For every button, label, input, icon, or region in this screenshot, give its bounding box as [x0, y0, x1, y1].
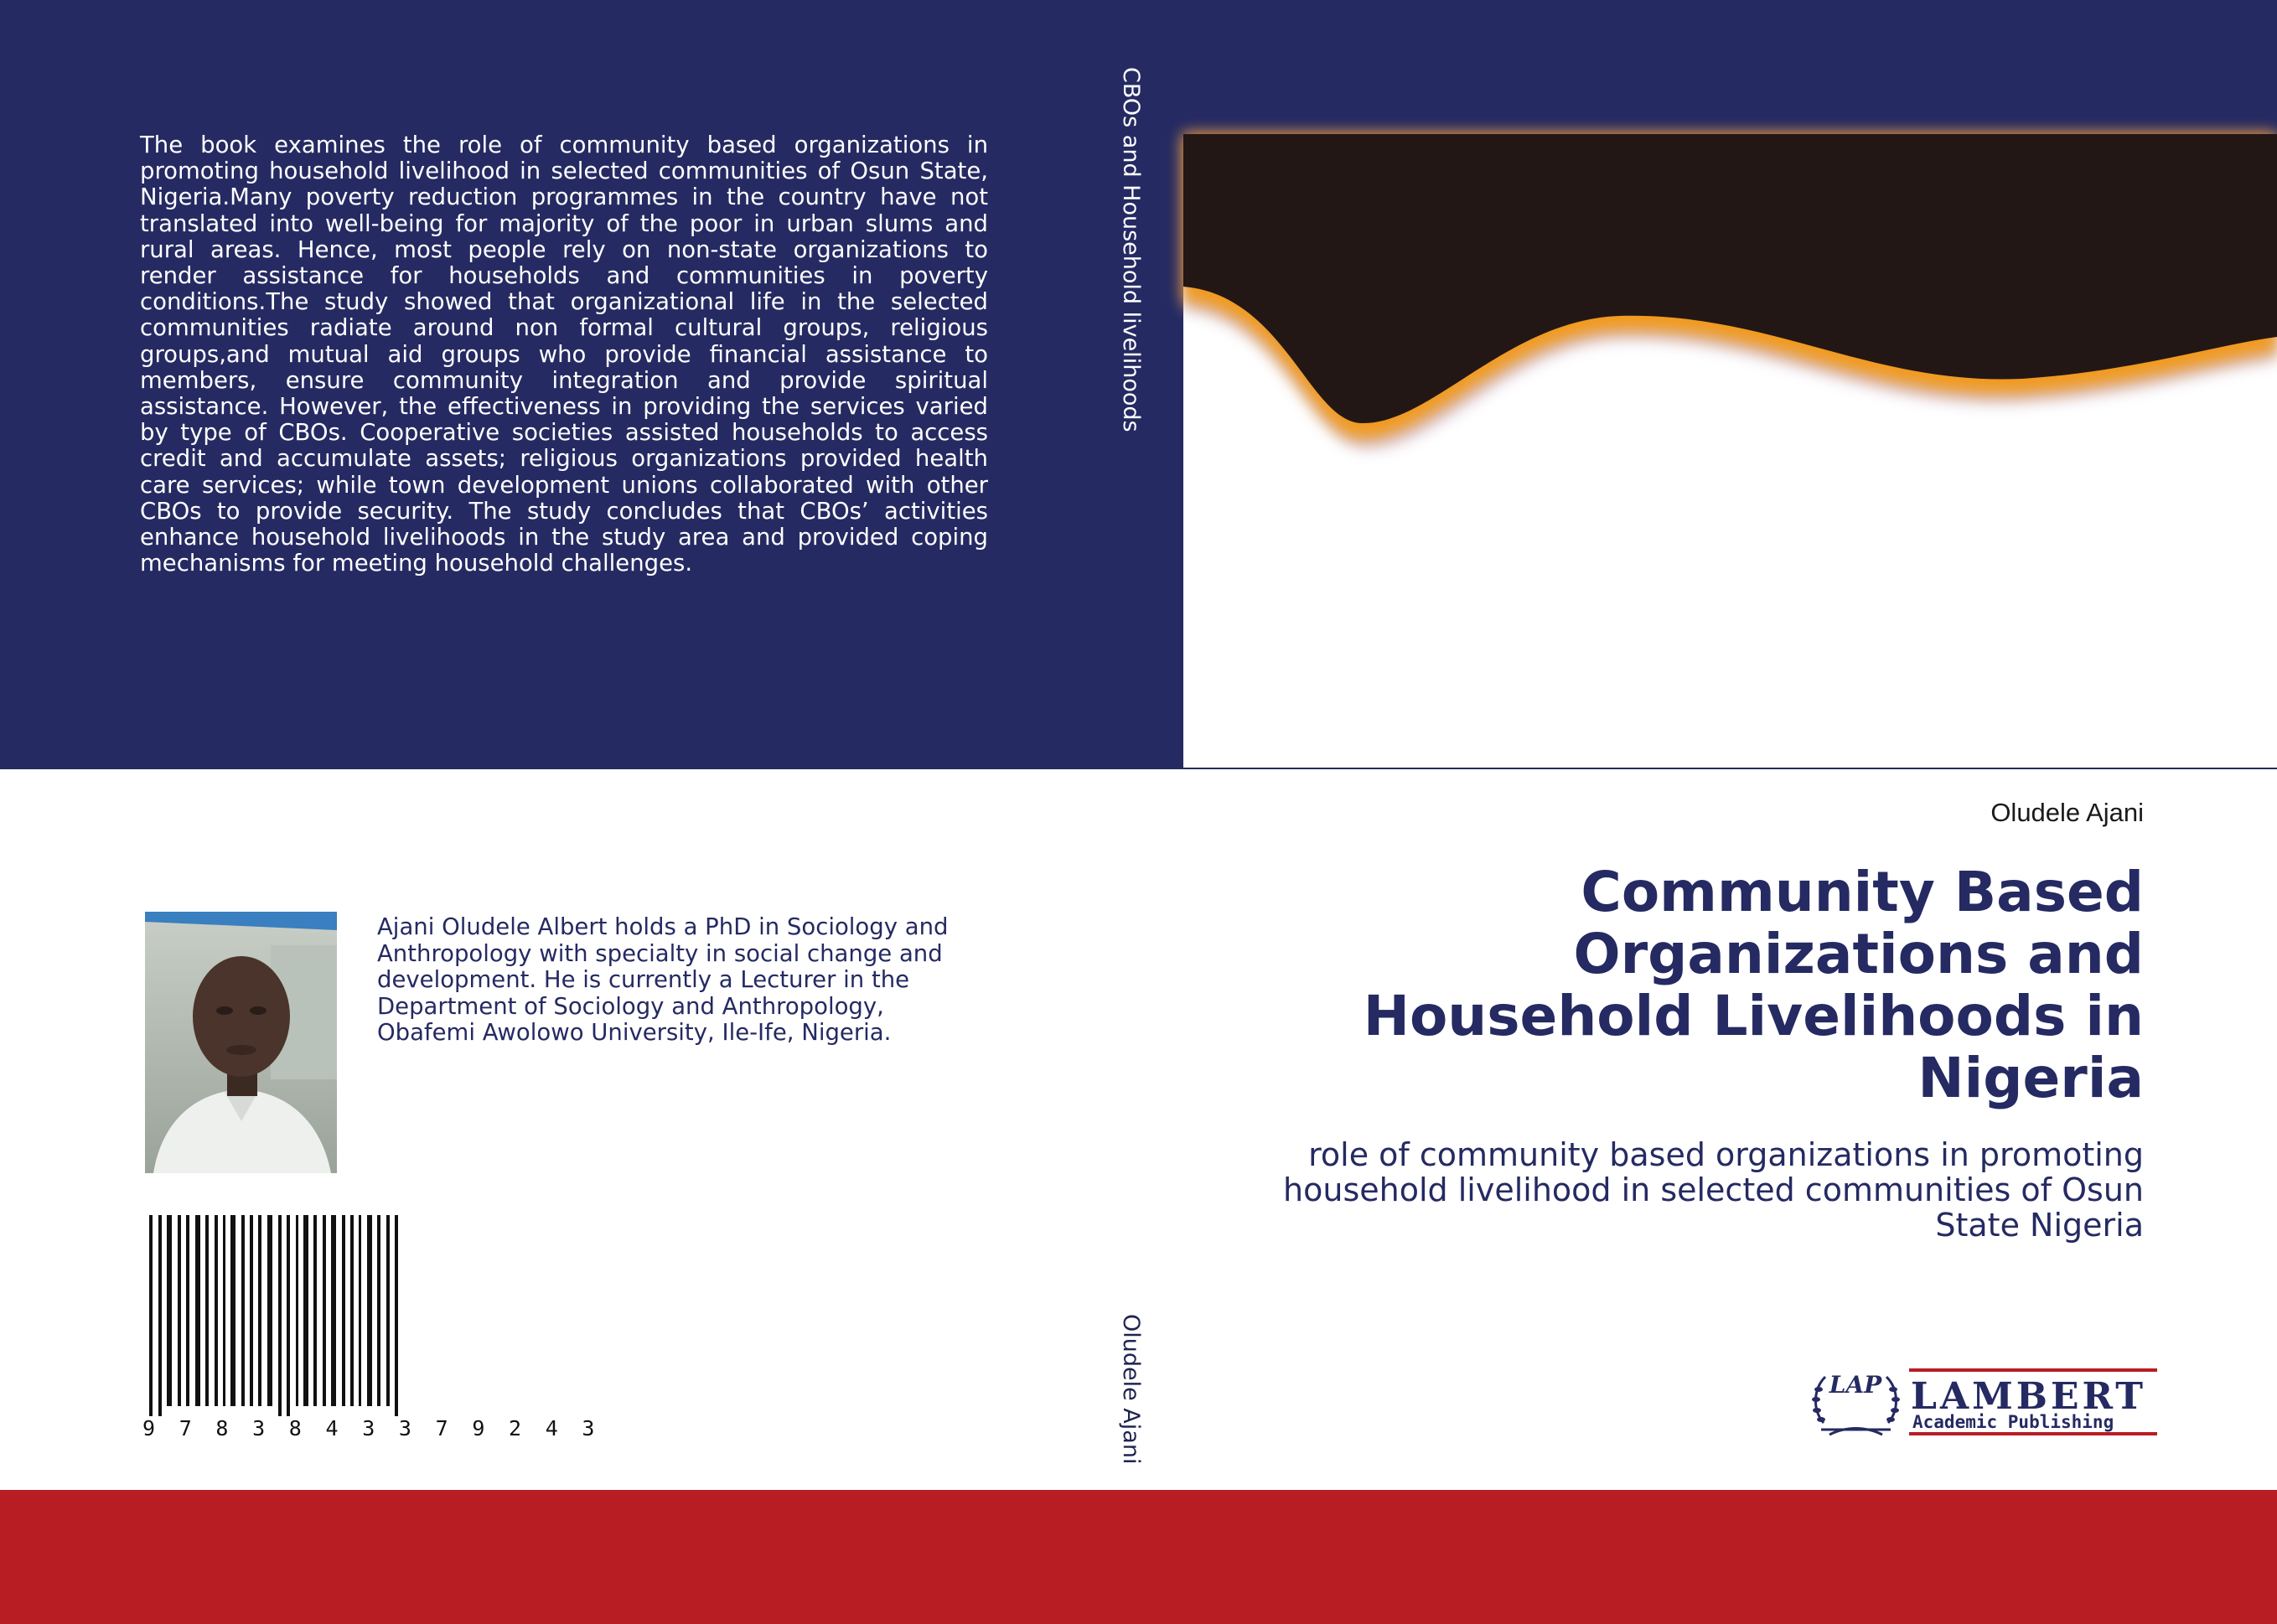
- barcode-bar: [223, 1215, 225, 1406]
- barcode-bar: [167, 1215, 172, 1406]
- barcode-bar: [331, 1215, 336, 1406]
- logo-mark-text: LAP: [1829, 1371, 1882, 1399]
- lambert-logo-graphic: [1809, 1364, 2161, 1444]
- front-cover-divider: [1183, 768, 2277, 769]
- barcode-bar: [278, 1215, 282, 1416]
- barcode-bar: [205, 1215, 209, 1406]
- barcode-bar: [342, 1215, 345, 1406]
- barcode-bar: [313, 1215, 317, 1406]
- book-title: Community Based Organizations and Household Livelihoods in Nigeria: [1363, 860, 2144, 1110]
- barcode-graphic: [142, 1215, 601, 1440]
- barcode-bar: [367, 1215, 372, 1406]
- barcode-bar: [323, 1215, 326, 1406]
- isbn-digits: 9 7 8 3 8 4 3 3 7 9 2 4 3: [142, 1416, 601, 1440]
- isbn-barcode: [142, 1215, 601, 1440]
- barcode-bar: [350, 1215, 354, 1406]
- barcode-bar: [267, 1215, 272, 1406]
- publisher-logo: [1809, 1364, 2161, 1444]
- barcode-bar: [230, 1215, 235, 1406]
- bottom-red-band: [0, 1490, 2277, 1624]
- barcode-bar: [287, 1215, 290, 1416]
- barcode-bar: [178, 1215, 181, 1406]
- back-cover-blurb: The book examines the role of community based organizations in promoting household livelihood in selected communities of Osun State, Nigeria.Many poverty reduction programmes in the country have not translated into well-being for majority of the poor in urban slums and rural areas. Hence, most people rely on non-state organizations to render assistance for households and communities in poverty conditions.The study showed that organizational life in the selected communities radiate around non formal cultural groups, religious groups,and mutual aid groups who provide financial assistance to members, ensure community integration and provide spiritual assistance. However, the effectiveness in providing the services varied by type of CBOs. Cooperative societies assisted households to access credit and accumulate assets; religious organizations provided health care services; while town development unions collaborated with other CBOs to provide security. The study concludes that CBOs’ activities enhance household livelihoods in the study area and provided coping mechanisms for meeting household challenges.: [140, 132, 988, 577]
- front-cover-author: Oludele Ajani: [1990, 798, 2144, 827]
- barcode-bar: [303, 1215, 308, 1406]
- author-photo: [145, 912, 337, 1173]
- publisher-name: LAMBERT: [1911, 1375, 2147, 1418]
- barcode-bar: [215, 1215, 218, 1406]
- barcode-bar: [395, 1215, 398, 1416]
- barcode-bar: [377, 1215, 380, 1406]
- barcode-bar: [250, 1215, 253, 1406]
- spine-title: CBOs and Household livelihoods: [1118, 67, 1144, 432]
- author-bio: Ajani Oludele Albert holds a PhD in Sociology and Anthropology with specialty in social change and development. He is currently a Lecturer in the Department of Sociology and Anthropology, Obafemi Awolowo University, Ile-Ife, Nigeria.: [377, 913, 949, 1046]
- barcode-bar: [296, 1215, 298, 1406]
- barcode-bar: [258, 1215, 261, 1406]
- front-cover-wave-artwork: [1183, 134, 2277, 768]
- barcode-bar: [386, 1215, 390, 1406]
- author-portrait-image: [145, 912, 337, 1173]
- publisher-tagline: Academic Publishing: [1912, 1412, 2114, 1432]
- barcode-bar: [158, 1215, 162, 1416]
- spine-author: Oludele Ajani: [1118, 1314, 1144, 1465]
- barcode-bar: [186, 1215, 189, 1406]
- barcode-bar: [359, 1215, 361, 1406]
- barcode-bar: [195, 1215, 200, 1406]
- barcode-bar: [241, 1215, 245, 1406]
- book-subtitle: role of community based organizations in promoting household livelihood in selected communities of Osun State Nigeria: [1283, 1136, 2144, 1244]
- wave-graphic: [1183, 134, 2277, 768]
- barcode-bar: [149, 1215, 153, 1416]
